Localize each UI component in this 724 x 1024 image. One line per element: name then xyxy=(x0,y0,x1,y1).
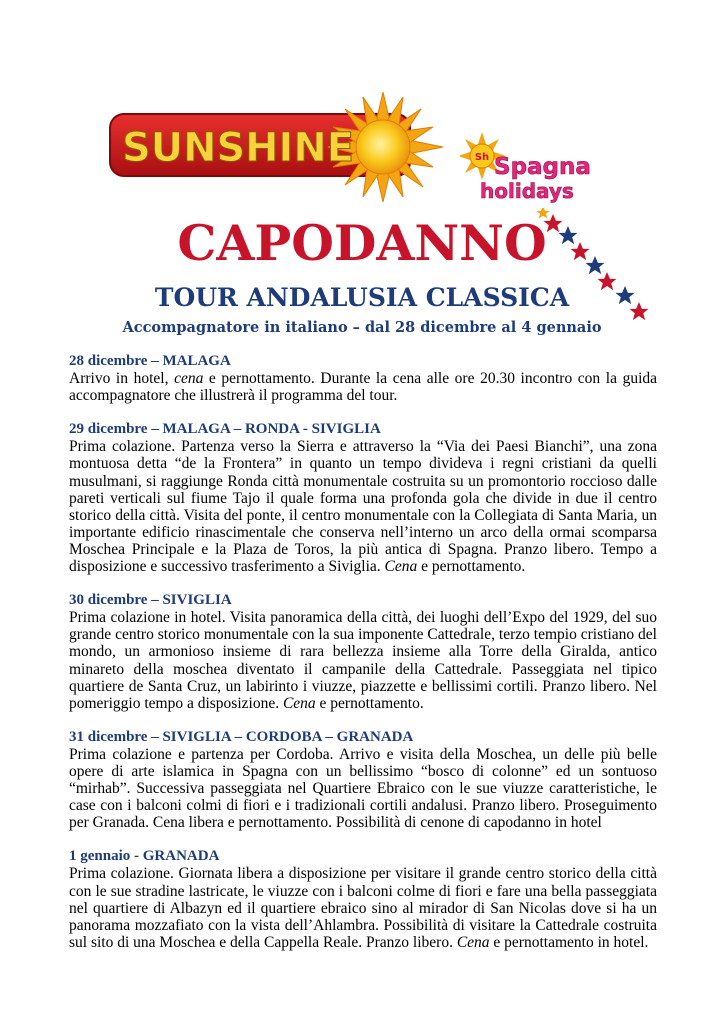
itinerary-day xyxy=(69,353,657,404)
day-heading: 28 dicembre – MALAGA xyxy=(69,353,231,369)
day-heading: 29 dicembre – MALAGA – RONDA - SIVIGLIA xyxy=(69,421,381,438)
emphasis-text: cena xyxy=(174,370,204,388)
holidays-text: holidays xyxy=(480,179,574,203)
day-description: Prima colazione. Giornata libera a disposizione per visitare il grande centro storico della città con le sue stradine lastricate, le viuzze con i balconi colme di fiori e fare una bella passeggiata nel quartiere di Albazyn ed il quartiere ebraico sino al mirador di San Nicolas dove si ha un panorama mozzafiato con la vista dell’Ahlambra. Possibilità di visitare la Cattedrale costruita sul sito di una Moschea e della Cappella Reale. Pranzo libero. Cena e pernottamento in hotel. xyxy=(69,865,657,951)
itinerary xyxy=(69,353,657,968)
day-description: Arrivo in hotel, cena e pernottamento. Durante la cena alle ore 20.30 incontro con la guida accompagnatore che illustrerà il programma del tour. xyxy=(69,370,657,405)
itinerary-day xyxy=(69,592,657,712)
page-subtitle: TOUR ANDALUSIA CLASSICA xyxy=(154,283,570,312)
emphasis-text: Cena xyxy=(282,694,316,712)
spagna-holidays-logo xyxy=(460,128,620,208)
itinerary-day xyxy=(69,848,657,951)
sunshine-logo xyxy=(108,92,453,212)
spagna-text: Spagna xyxy=(494,154,591,180)
emphasis-text: Cena xyxy=(456,933,490,951)
itinerary-day xyxy=(69,729,657,832)
day-description: Prima colazione. Partenza verso la Sierra e attraverso la “Via dei Paesi Bianchi”, una zona montuosa detta “de la Frontera” in quanto un tempo divideva i regni cristiani da quelli musulmani, si raggiunge Ronda città monumentale costruita su un promontorio roccioso dalle pareti verticali sul fiume Tajo il quale forma una profonda gola che divide in due il centro storico della città. Visita del ponte, il centro monumentale con la Collegiata di Santa Maria, un importante edificio rinascimentale che conserva nell’interno un arco della ormai scomparsa Moschea Principale e la Plaza de Toros, la più antica di Spagna. Pranzo libero. Tempo a disposizione e successivo trasferimento a Siviglia. Cena e pernottamento. xyxy=(69,438,657,576)
day-description: Prima colazione e partenza per Cordoba. Arrivo e visita della Moschea, un delle più belle opere di arte islamica in Spagna con un bellissimo “bosco di colonne” ed un sontuoso “mirhab”. Successiva passeggiata nel Quartiere Ebraico con le sue viuzze caratteristiche, le case con i balconi colmi di fiori e i tradizionali cortili andalusi. Pranzo libero. Proseguimento per Granada. Cena libera e pernottamento. Possibilità di cenone di capodanno in hotel xyxy=(69,745,657,832)
page-title: CAPODANNO xyxy=(177,214,547,272)
svg-text:Sh: Sh xyxy=(474,152,490,163)
day-heading: 31 dicembre – SIVIGLIA – CORDOBA – GRANADA xyxy=(69,728,414,745)
day-heading: 30 dicembre – SIVIGLIA xyxy=(69,592,232,609)
day-heading: 1 gennaio - GRANADA xyxy=(69,848,220,865)
tour-tagline: Accompagnatore in italiano – dal 28 dicembre al 4 gennaio xyxy=(122,319,602,336)
itinerary-day xyxy=(69,421,657,575)
emphasis-text: Cena xyxy=(384,558,418,576)
day-description: Prima colazione in hotel. Visita panoramica della città, dei luoghi dell’Expo del 1929, del suo grande centro storico monumentale con la sua imponente Cattedrale, terzo tempio cristiano del mondo, un armonioso insieme di rara bellezza insieme alla Torre della Giralda, antico minareto della moschea diventato il campanile della Cattedrale. Passeggiata nel tipico quartiere de Santa Cruz, un labirinto i viuzze, piazzette e bellissimi cortili. Pranzo libero. Nel pomeriggio tempo a disposizione. Cena e pernottamento. xyxy=(69,609,657,712)
sunshine-logo-text: SUNSHINE xyxy=(122,125,354,171)
